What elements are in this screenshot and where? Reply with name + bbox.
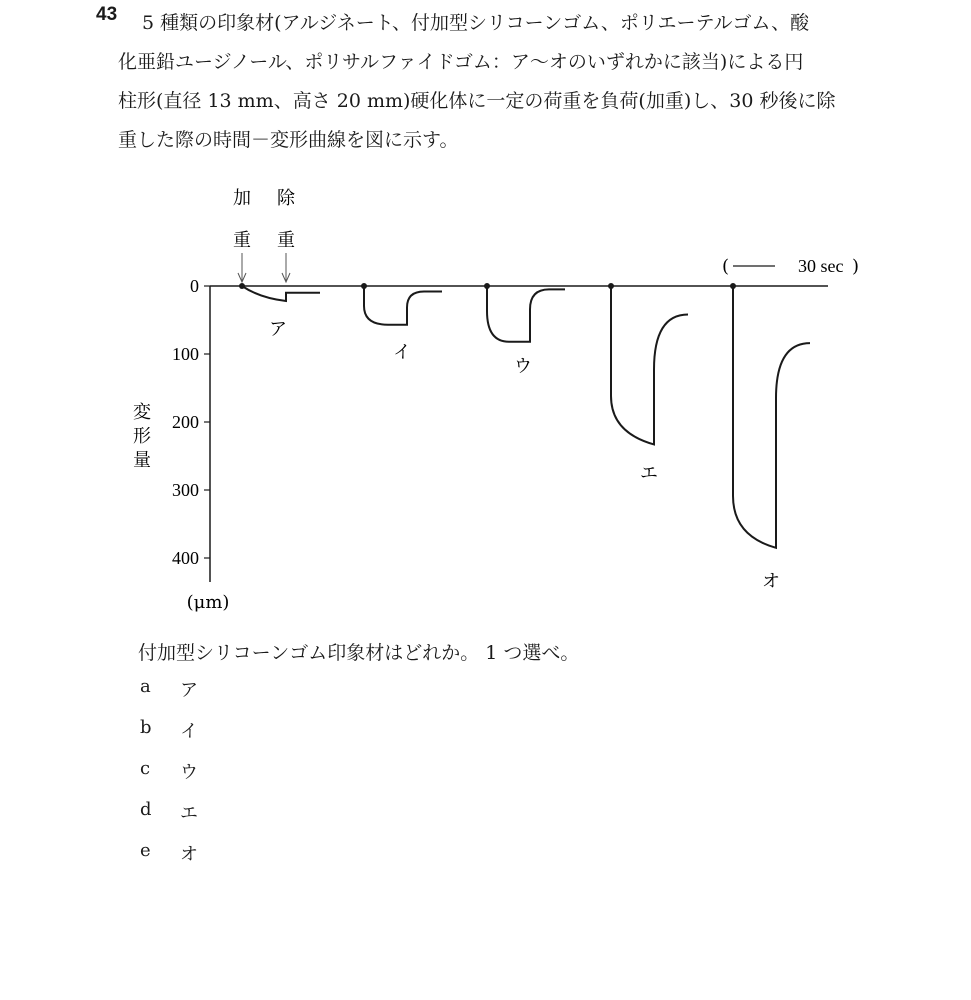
curve-3 — [487, 286, 565, 342]
y-tick-label: 300 — [172, 480, 199, 500]
y-ticks — [172, 276, 210, 568]
y-tick-label: 0 — [190, 276, 199, 296]
y-unit-label: (μm) — [186, 592, 230, 613]
load-point — [361, 283, 367, 289]
curve-label: オ — [762, 571, 780, 592]
option-text: ア — [180, 680, 198, 701]
option-c[interactable] — [140, 758, 198, 799]
load-point — [484, 283, 490, 289]
load-point — [239, 283, 245, 289]
option-text: オ — [180, 844, 198, 865]
load-markers — [233, 188, 296, 282]
question-prompt: 付加型シリコーンゴム印象材はどれか。 1 つ選べ。 — [138, 642, 580, 664]
curves — [239, 283, 810, 592]
chart-axes — [210, 286, 828, 582]
option-letter: d — [140, 799, 152, 820]
curve-2 — [364, 286, 442, 325]
curve-1 — [242, 286, 320, 301]
y-axis-label-1: 変 — [133, 402, 151, 423]
y-tick-label: 400 — [172, 548, 199, 568]
curve-label: ア — [269, 319, 287, 340]
load-point — [730, 283, 736, 289]
y-tick-label: 200 — [172, 412, 199, 432]
option-e[interactable] — [140, 840, 198, 881]
question-line: 化亜鉛ユージノール、ポリサルファイドゴム：ア～オのいずれかに該当)による円 — [118, 51, 804, 73]
option-letter: e — [140, 840, 151, 861]
curve-5 — [733, 286, 810, 548]
y-axis-label-3: 量 — [133, 450, 151, 471]
curve-label: ウ — [514, 356, 532, 377]
load-label-bottom: 重 — [233, 230, 251, 251]
curve-label: エ — [640, 463, 658, 484]
options-list — [140, 676, 198, 881]
question-number: 43 — [96, 4, 118, 25]
time-scale-label: 30 sec — [798, 256, 844, 276]
option-text: エ — [180, 803, 198, 824]
option-letter: a — [140, 676, 151, 697]
time-scale-paren-close: ) — [852, 256, 860, 277]
load-point — [608, 283, 614, 289]
question-line: 5 種類の印象材(アルジネート、付加型シリコーンゴム、ポリエーテルゴム、酸 — [142, 12, 810, 34]
option-a[interactable] — [140, 676, 198, 717]
option-letter: b — [140, 717, 152, 738]
option-text: イ — [180, 721, 198, 742]
time-scale-paren-open: ( — [722, 256, 730, 277]
option-letter: c — [140, 758, 151, 779]
curve-4 — [611, 286, 688, 444]
load-label-top: 加 — [233, 188, 251, 209]
option-b[interactable] — [140, 717, 198, 758]
question-line: 重した際の時間－変形曲線を図に示す。 — [118, 129, 459, 151]
time-scale — [722, 256, 859, 277]
question-line: 柱形(直径 13 mm、高さ 20 mm)硬化体に一定の荷重を負荷(加重)し、30 秒後に除 — [118, 90, 836, 112]
option-d[interactable] — [140, 799, 198, 840]
unload-label-top: 除 — [277, 188, 295, 209]
option-text: ウ — [180, 762, 198, 783]
y-tick-label: 100 — [172, 344, 199, 364]
unload-label-bottom: 重 — [277, 230, 295, 251]
curve-label: イ — [393, 342, 411, 363]
y-axis-label-2: 形 — [133, 426, 151, 447]
